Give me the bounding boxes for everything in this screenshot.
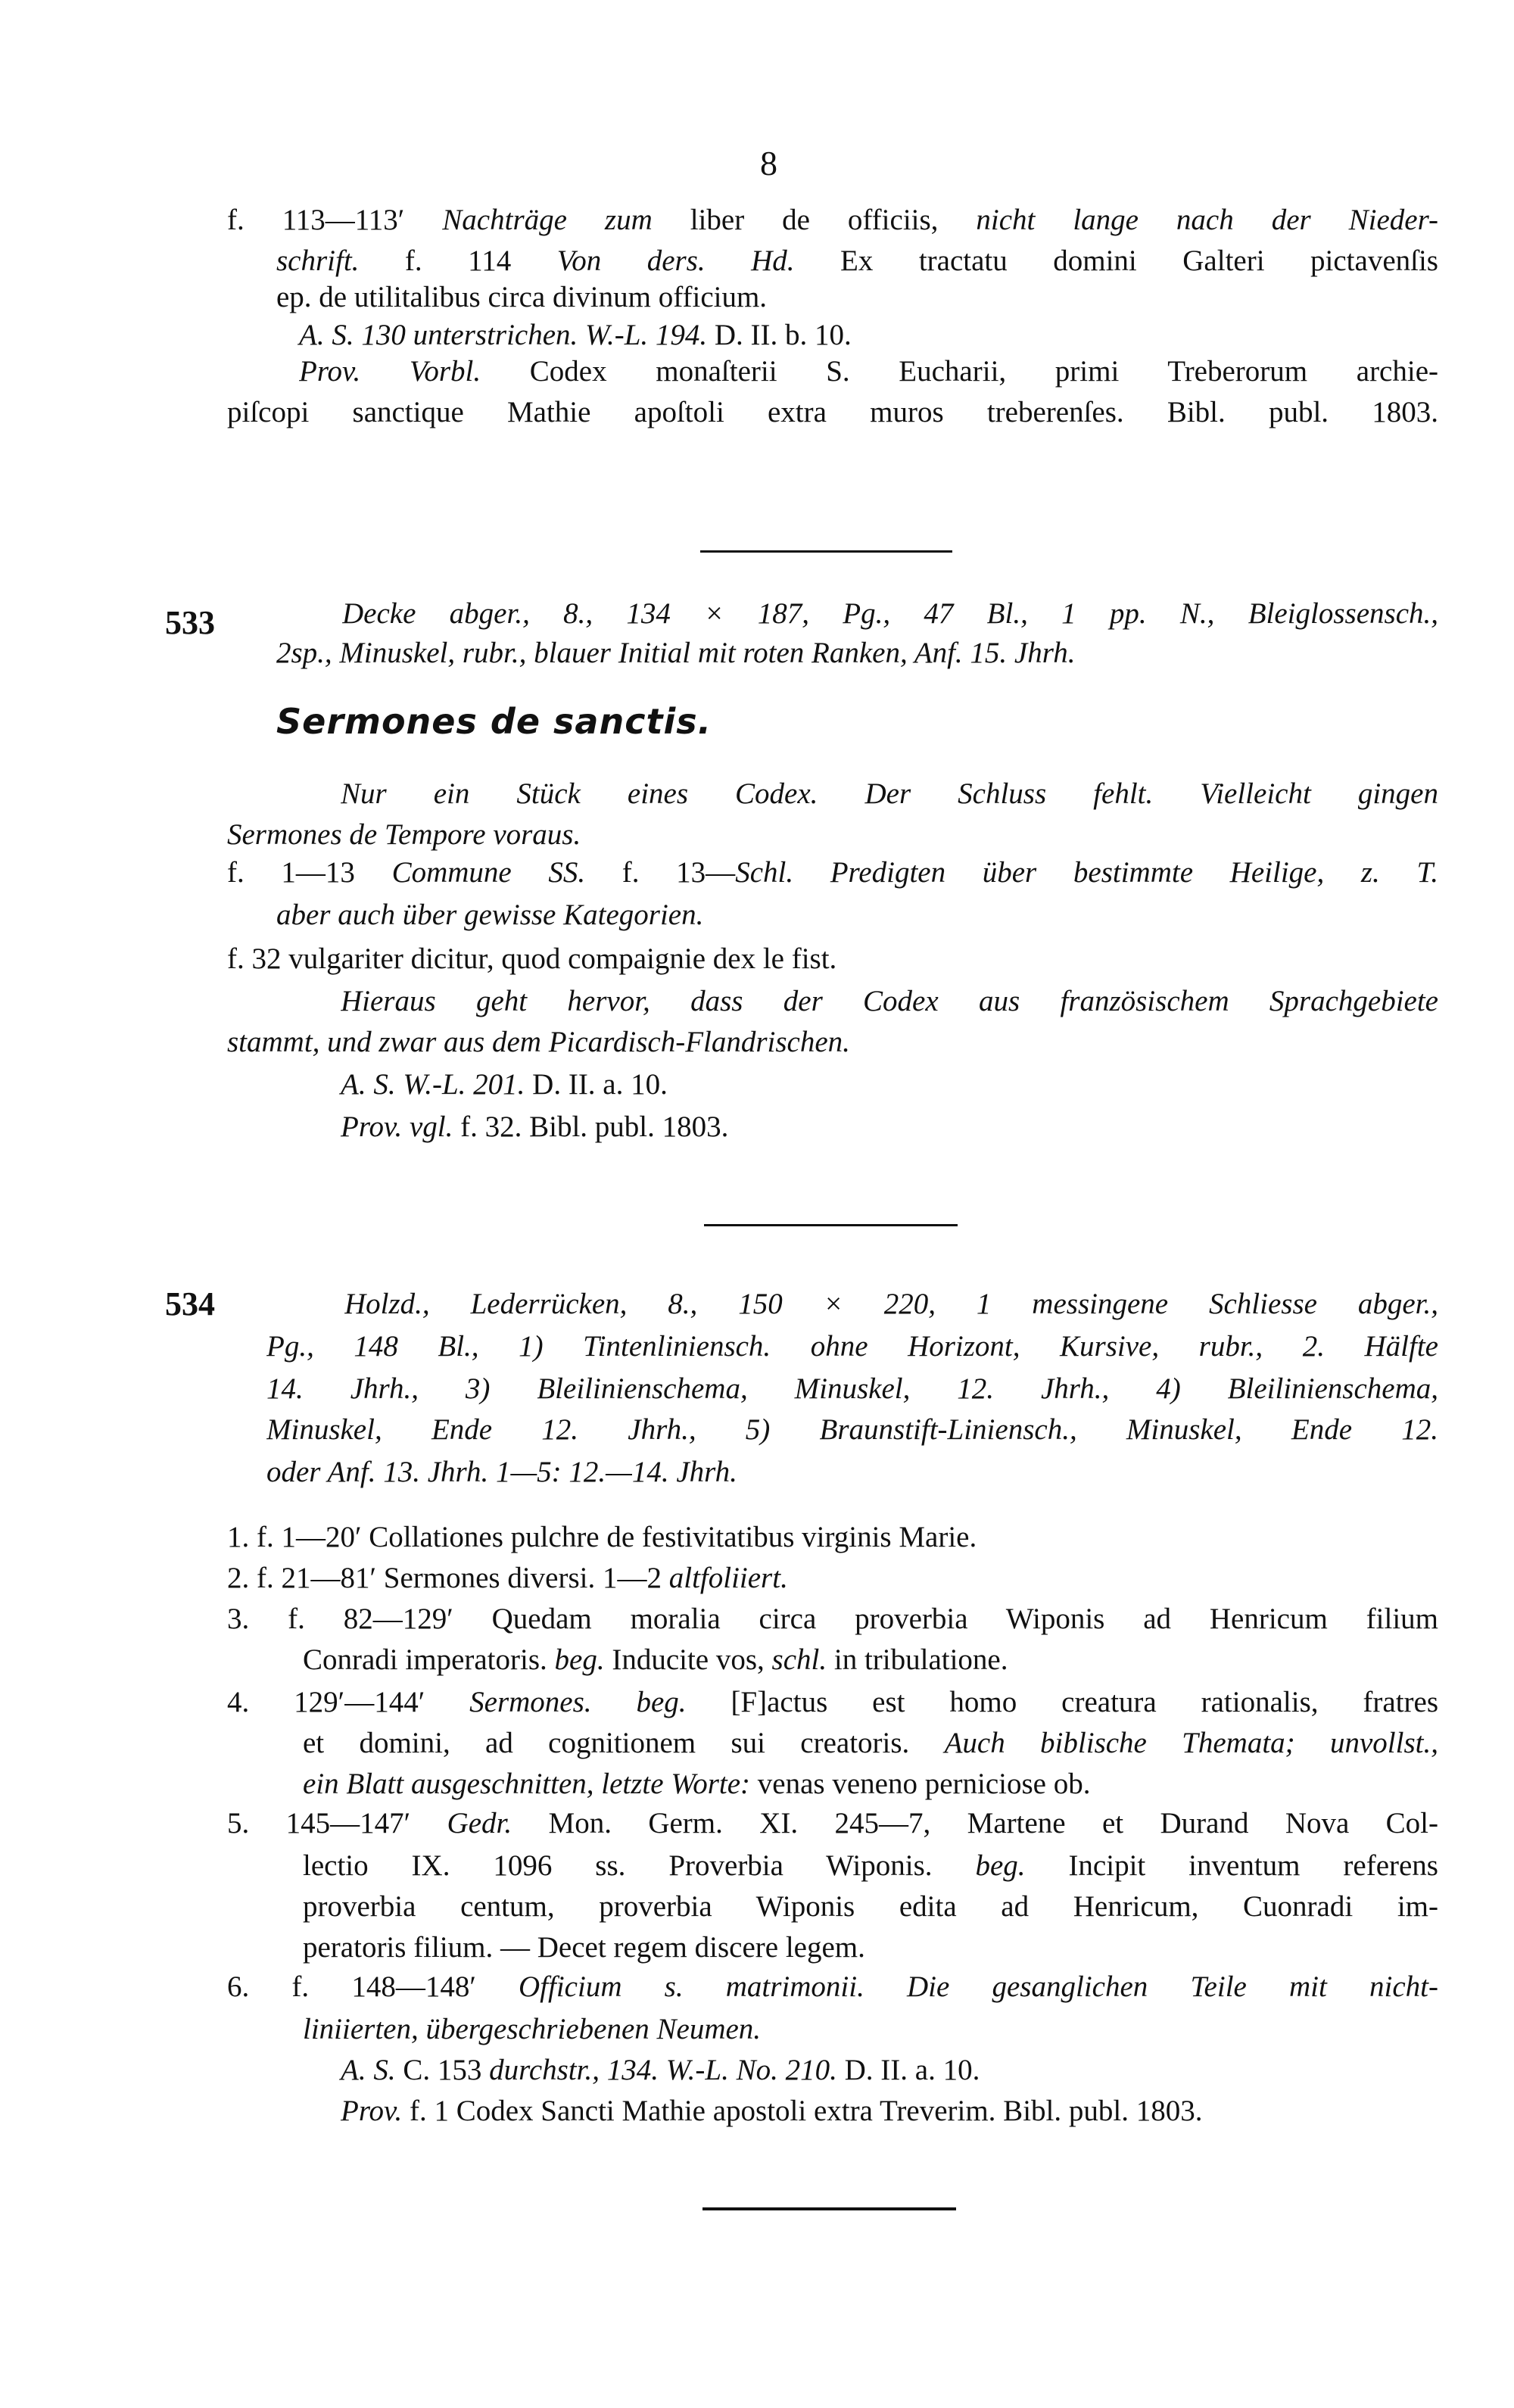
roman-text: D. II. b. 10. [707, 319, 852, 351]
entry-number: 533 [165, 604, 215, 641]
description-line [342, 597, 1438, 631]
italic-text: Nur ein Stück eines Codex. Der Schluss fehlt. Vielleicht gingen [341, 777, 1438, 810]
italic-text: oder Anf. 13. Jhrh. 1—5: 12.—14. Jhrh. [266, 1456, 737, 1488]
contents-line [227, 1602, 1438, 1637]
roman-text [659, 2054, 666, 2086]
italic-text: Prov. Vorbl. [299, 355, 481, 388]
description-line [276, 636, 1075, 671]
roman-text: f. 114 [359, 245, 557, 277]
roman-text: 4. 129′—144′ [227, 1686, 470, 1718]
roman-text: f. 13— [585, 856, 736, 889]
contents-line [303, 1930, 865, 1965]
text-line [341, 1067, 668, 1102]
roman-text: venas veneno perniciose ob. [750, 1768, 1091, 1800]
roman-text: D. II. a. 10. [836, 2054, 980, 2086]
contents-line [341, 2094, 1202, 2129]
description-line [266, 1372, 1438, 1406]
contents-line [303, 1767, 1090, 1802]
text-line [227, 942, 836, 977]
italic-text: Schl. Predigten über bestimmte Heilige, z. T. [735, 856, 1438, 889]
italic-text: Gedr. [447, 1807, 512, 1839]
roman-text [396, 1068, 403, 1101]
italic-text: Decke abger., 8., 134 × 187, Pg., 47 Bl., 1 pp. N., Bleiglossensch., [342, 597, 1438, 630]
section-divider [702, 2207, 956, 2210]
roman-text: Ex tractatu domini Galteri pictavenſis [794, 245, 1438, 277]
italic-text: Nachträge zum [442, 204, 653, 236]
italic-text: Officium s. matrimonii. Die gesanglichen Teile mit nicht- [519, 1970, 1438, 2003]
italic-text: beg. [554, 1643, 605, 1676]
text-line [341, 984, 1438, 1019]
roman-text: lectio IX. 1096 ss. Proverbia Wiponis. [303, 1849, 976, 1882]
roman-text: Inducite vos, [604, 1643, 772, 1676]
contents-line [303, 2012, 761, 2047]
contents-line [303, 1726, 1438, 1761]
roman-text: [F]actus est homo creatura rationalis, fratres [686, 1686, 1438, 1718]
italic-text: altfoliiert. [668, 1562, 788, 1594]
contents-line [341, 2053, 980, 2088]
text-line [341, 777, 1438, 811]
italic-text: aber auch über gewisse Kategorien. [276, 899, 704, 931]
roman-text: in tribulatione. [827, 1643, 1008, 1676]
italic-text: Pg., 148 Bl., 1) Tintenliniensch. ohne Horizont, Kursive, rubr., 2. Hälfte [266, 1330, 1438, 1363]
roman-text: 6. f. 148—148′ [227, 1970, 519, 2003]
contents-line [303, 1643, 1008, 1678]
contents-line [227, 1806, 1438, 1841]
roman-text: ep. de utilitalibus circa divinum officium. [276, 281, 768, 313]
italic-text: Von ders. Hd. [556, 245, 795, 277]
contents-line [303, 1849, 1438, 1883]
roman-text: Conradi imperatoris. [303, 1643, 555, 1676]
roman-text: f. 32 vulgariter dicitur, quod compaignie dex le fist. [227, 942, 837, 975]
roman-text: et domini, ad cognitionem sui creatoris. [303, 1727, 945, 1759]
roman-text [578, 319, 585, 351]
italic-text: Sermones de Tempore voraus. [227, 818, 581, 851]
entry-title: Sermones de sanctis. [276, 701, 712, 742]
italic-text: Hieraus geht hervor, dass der Codex aus französischem Sprachgebiete [341, 985, 1438, 1017]
italic-text: beg. [975, 1849, 1026, 1882]
roman-text: proverbia centum, proverbia Wiponis edita ad Henricum, Cuonradi im- [303, 1890, 1438, 1923]
roman-text: 2. f. 21—81′ Sermones diversi. 1—2 [227, 1562, 669, 1594]
roman-text: peratoris filium. — Decet regem discere legem. [303, 1931, 865, 1964]
italic-text: stammt, und zwar aus dem Picardisch-Flandrischen. [227, 1026, 850, 1058]
section-divider [704, 1224, 958, 1226]
roman-text: Codex monaſterii S. Eucharii, primi Treberorum archie- [481, 355, 1438, 388]
italic-text: A. S. [341, 1068, 396, 1101]
text-line [227, 1025, 850, 1060]
roman-text: D. II. a. 10. [525, 1068, 668, 1101]
roman-text [592, 1686, 637, 1718]
italic-text: W.-L. 201. [403, 1068, 525, 1101]
italic-text: ein Blatt ausgeschnitten, letzte Worte: [303, 1768, 751, 1800]
italic-text: durchstr., 134. [489, 2054, 659, 2086]
text-line [227, 855, 1438, 890]
italic-text: Minuskel, Ende 12. Jhrh., 5) Braunstift-Liniensch., Minuskel, Ende 12. [266, 1413, 1438, 1446]
page-number: 8 [760, 144, 777, 182]
text-line [227, 818, 581, 852]
roman-text: f. 1 Codex Sancti Mathie apostoli extra Treverim. Bibl. publ. 1803. [402, 2095, 1203, 2127]
text-line [299, 354, 1438, 389]
description-line [266, 1455, 737, 1490]
contents-line [227, 1561, 788, 1596]
roman-text: piſcopi sanctique Mathie apoſtoli extra muros treberenſes. Bibl. publ. 1803. [227, 396, 1438, 428]
text-line [227, 203, 1438, 238]
section-divider [700, 550, 952, 553]
text-line [276, 244, 1438, 279]
italic-text: Prov. vgl. [341, 1111, 453, 1143]
text-line [299, 318, 852, 353]
italic-text: nicht lange nach der Nieder- [976, 204, 1438, 236]
italic-text: 14. Jhrh., 3) Bleilinienschema, Minuskel, 12. Jhrh., 4) Bleilinienschema, [266, 1372, 1438, 1405]
entry-number: 534 [165, 1285, 215, 1322]
roman-text: f. 32. Bibl. publ. 1803. [453, 1111, 729, 1143]
contents-line [227, 1970, 1438, 2005]
contents-line [303, 1889, 1438, 1924]
roman-text: f. 113—113′ [227, 204, 443, 236]
roman-text: 5. 145—147′ [227, 1807, 447, 1839]
roman-text: f. 1—13 [227, 856, 392, 889]
italic-text: Auch biblische Themata; unvollst., [944, 1727, 1438, 1759]
contents-line [227, 1520, 977, 1555]
italic-text: A. S. [341, 2054, 396, 2086]
italic-text: schrift. [276, 245, 360, 277]
roman-text: 3. f. 82—129′ Quedam moralia circa proverbia Wiponis ad Henricum filium [227, 1603, 1438, 1635]
italic-text: Sermones. [469, 1686, 592, 1718]
text-line [276, 280, 767, 315]
text-line [341, 1110, 728, 1145]
roman-text: Mon. Germ. XI. 245—7, Martene et Durand Nova Col- [512, 1807, 1438, 1839]
description-line [344, 1287, 1438, 1322]
italic-text: Commune SS. [391, 856, 586, 889]
roman-text: Incipit inventum referens [1025, 1849, 1438, 1882]
contents-line [227, 1685, 1438, 1720]
italic-text: W.-L. No. 210. [665, 2054, 837, 2086]
italic-text: 2sp., Minuskel, rubr., blauer Initial mit roten Ranken, Anf. 15. Jhrh. [276, 637, 1076, 669]
italic-text: beg. [636, 1686, 687, 1718]
italic-text: Holzd., Lederrücken, 8., 150 × 220, 1 messingene Schliesse abger., [344, 1288, 1438, 1320]
text-line [227, 395, 1438, 430]
italic-text: Prov. [341, 2095, 403, 2127]
italic-text: W.-L. 194. [585, 319, 708, 351]
text-line [276, 898, 703, 933]
italic-text: schl. [771, 1643, 827, 1676]
roman-text: 1. f. 1—20′ Collationes pulchre de festivitatibus virginis Marie. [227, 1521, 977, 1553]
italic-text: A. S. 130 unterstrichen. [299, 319, 578, 351]
roman-text: liber de officiis, [652, 204, 977, 236]
roman-text: C. 153 [395, 2054, 490, 2086]
description-line [266, 1329, 1438, 1364]
description-line [266, 1413, 1438, 1447]
italic-text: liniierten, übergeschriebenen Neumen. [303, 2013, 762, 2045]
